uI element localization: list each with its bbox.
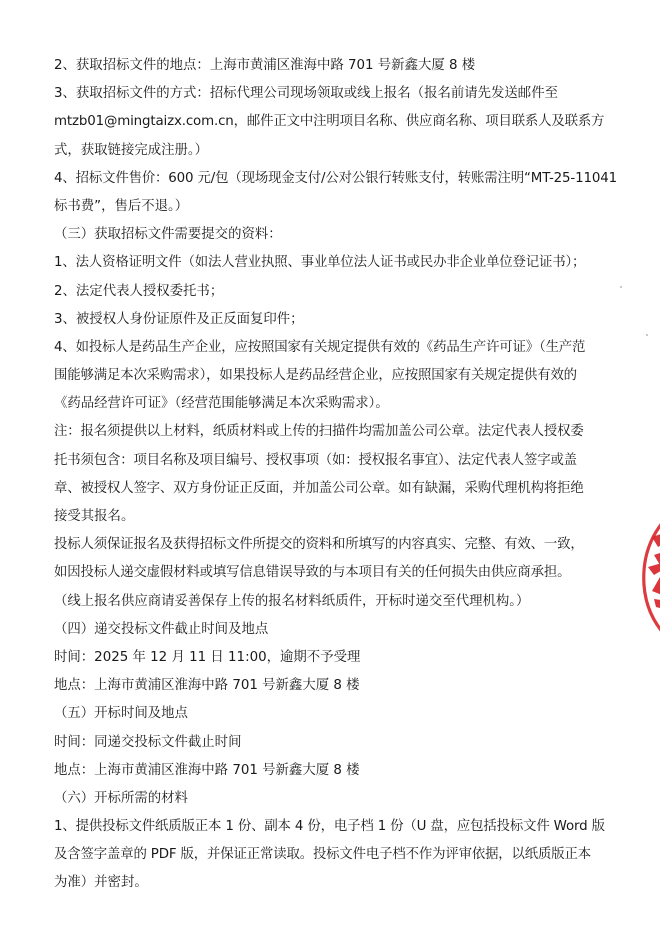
text-line-material-4c: 《药品经营许可证》（经营范围能够满足本次采购需求）。 [54, 396, 389, 412]
text-line-material-4b: 围能够满足本次采购需求），如果投标人是药品经营企业，应按照国家有关规定提供有效的 [54, 368, 577, 384]
scan-speck [620, 286, 622, 288]
text-line-note-d: 接受其报名。 [54, 509, 135, 524]
text-line-material-1: 1、法人资格证明文件（如法人营业执照、事业单位法人证书或民办非企业单位登记证书）； [54, 255, 586, 271]
text-line-guarantee-b: 如因投标人递交虚假材料或填写信息错误导致的与本项目有关的任何损失由供应商承担。 [54, 565, 571, 581]
text-line-note-a: 注：报名须提供以上材料，纸质材料或上传的扫描件均需加盖公司公章。法定代表人授权委 [54, 424, 584, 440]
text-line-opening-materials-c: 为准）并密封。 [54, 875, 148, 891]
text-line-material-4a: 4、如投标人是药品生产企业，应按照国家有关规定提供有效的《药品生产许可证》（生产范 [54, 339, 586, 355]
text-line-price-end: 标书费”，售后不退。） [54, 198, 189, 214]
section-heading-materials: （三）获取招标文件需要提交的资料： [54, 227, 282, 243]
text-line-deadline-time: 时间：2025 年 12 月 11 日 11:00，逾期不予受理 [54, 649, 361, 665]
text-line-note-b: 托书须包含：项目名称及项目编号、授权事项（如：授权报名事宜）、法定代表人签字或盖 [54, 452, 577, 468]
text-line-material-3: 3、被授权人身份证原件及正反面复印件； [54, 311, 304, 327]
text-line-opening-time: 时间：同递交投标文件截止时间 [54, 734, 242, 750]
section-heading-opening: （五）开标时间及地点 [54, 706, 188, 722]
text-line-opening-location: 地点：上海市黄浦区淮海中路 701 号新鑫大厦 8 楼 [54, 762, 360, 778]
text-line-online-note: （线上报名供应商请妥善保存上传的报名材料纸质件，开标时递交至代理机构。） [54, 593, 530, 609]
scan-speck [646, 334, 648, 336]
text-line-get-method-end: 式，获取链接完成注册。） [54, 142, 208, 158]
text-line-material-2: 2、法定代表人授权委托书； [54, 283, 224, 299]
text-line-get-method-email: mtzb01@mingtaizx.com.cn，邮件正文中注明项目名称、供应商名称、项目联系人及联系方 [54, 114, 605, 130]
section-heading-opening-materials: （六）开标所需的材料 [54, 790, 188, 806]
text-line-deadline-location: 地点：上海市黄浦区淮海中路 701 号新鑫大厦 8 楼 [54, 678, 360, 694]
text-line-opening-materials-a: 1、提供投标文件纸质版正本 1 份、副本 4 份，电子档 1 份（U 盘，应包括投标文件 Word 版 [54, 819, 605, 835]
text-line-opening-materials-b: 及含签字盖章的 PDF 版，并保证正常读取。投标文件电子档不作为评审依据，以纸质版正本 [54, 847, 591, 863]
section-heading-deadline: （四）递交投标文件截止时间及地点 [54, 621, 269, 637]
text-line-get-method: 3、获取招标文件的方式：招标代理公司现场领取或线上报名（报名前请先发送邮件至 [54, 86, 558, 102]
text-line-get-location: 2、获取招标文件的地点：上海市黄浦区淮海中路 701 号新鑫大厦 8 楼 [54, 58, 476, 73]
text-line-note-c: 章、被授权人签字、双方身份证正反面，并加盖公司公章。如有缺漏，采购代理机构将拒绝 [54, 480, 584, 496]
text-line-price: 4、招标文件售价：600 元/包（现场现金支付/公对公银行转账支付，转账需注明“MT-25-11041 [54, 170, 617, 186]
text-line-guarantee-a: 投标人须保证报名及获得招标文件所提交的资料和所填写的内容真实、完整、有效、一致， [54, 537, 584, 553]
